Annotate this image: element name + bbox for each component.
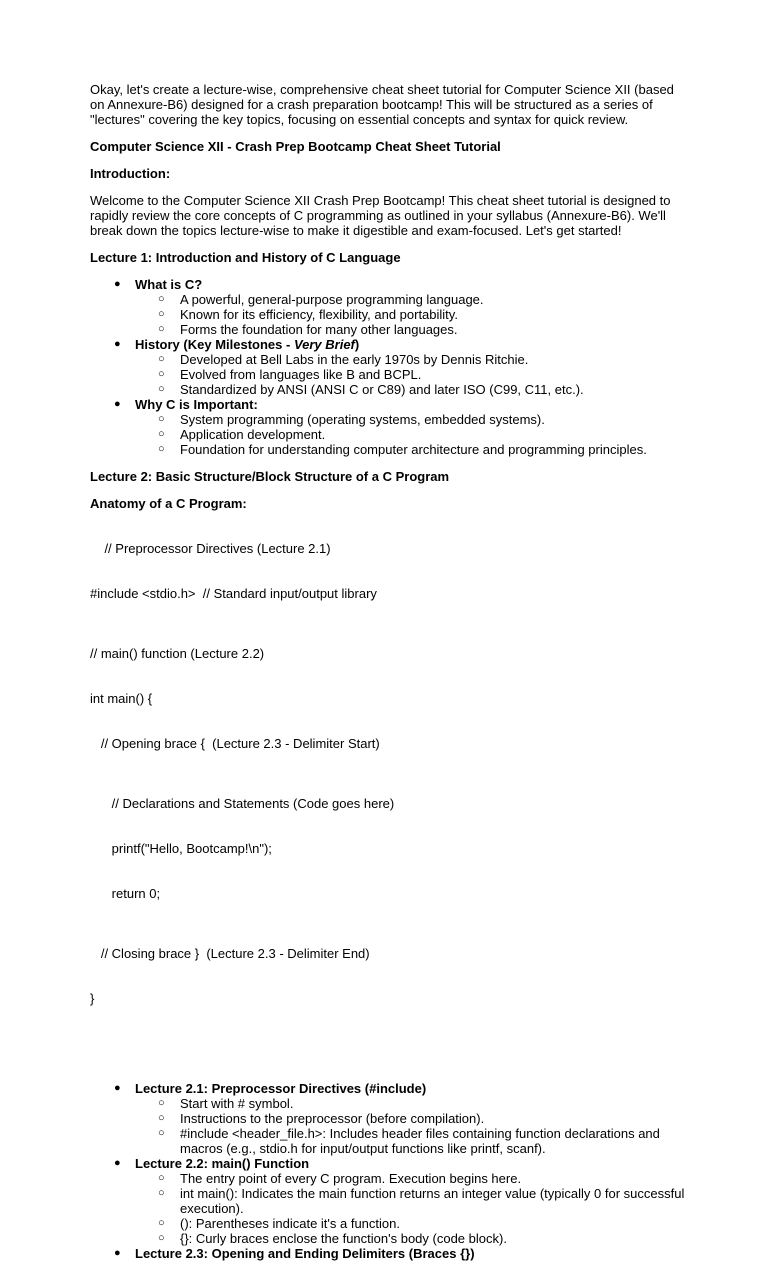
list-item-label: Why C is Important:: [135, 397, 258, 412]
sub-list-item: [135, 1231, 690, 1246]
sub-list-item: [135, 322, 690, 337]
circle-bullet-icon: ○: [158, 443, 165, 455]
circle-bullet-icon: ○: [158, 368, 165, 380]
code-line: // Closing brace } (Lecture 2.3 - Delimiter End): [90, 946, 370, 961]
code-line: // Preprocessor Directives (Lecture 2.1): [90, 541, 331, 556]
list-item-label: What is C?: [135, 277, 203, 292]
sub-list-item: [135, 292, 690, 307]
lecture1-list: [90, 277, 690, 457]
anatomy-heading: Anatomy of a C Program:: [90, 496, 247, 511]
bullet-icon: ●: [114, 338, 121, 350]
lecture2-heading: Lecture 2: Basic Structure/Block Structure of a C Program: [90, 469, 450, 484]
sub-list-item: [135, 1126, 690, 1156]
circle-bullet-icon: ○: [158, 308, 165, 320]
circle-bullet-icon: ○: [158, 1187, 165, 1199]
sub-list-item: [135, 367, 690, 382]
introduction-text: Welcome to the Computer Science XII Crash Prep Bootcamp! This cheat sheet tutorial is designed to rapidly review the core concepts of C programming as outlined in your syllabus (Annexure-B6). We'll break down the topics lecture-wise to make it digestible and exam-focused. Let's get started!: [90, 193, 671, 238]
circle-bullet-icon: ○: [158, 293, 165, 305]
sub-list-item: [135, 1186, 690, 1216]
code-line: printf("Hello, Bootcamp!\n");: [90, 841, 272, 856]
sub-list-item-text: Application development.: [180, 427, 326, 442]
sub-list-item: [135, 1171, 690, 1186]
sub-list-item: [135, 1111, 690, 1126]
code-block: [90, 511, 690, 1036]
sub-list-item-text: int main(): Indicates the main function returns an integer value (typically 0 for successful execution).: [180, 1186, 685, 1216]
circle-bullet-icon: ○: [158, 383, 165, 395]
circle-bullet-icon: ○: [158, 1112, 165, 1124]
list-item-label: Lecture 2.1: Preprocessor Directives (#include): [135, 1081, 427, 1096]
sub-list-item: [135, 307, 690, 322]
list-item: [90, 277, 690, 337]
list-item-label: Lecture 2.2: main() Function: [135, 1156, 310, 1171]
bullet-icon: ●: [114, 398, 121, 410]
sub-list-item: [135, 442, 690, 457]
circle-bullet-icon: ○: [158, 1217, 165, 1229]
list-item: [90, 1246, 690, 1261]
sub-list-item: [135, 382, 690, 397]
sub-list-item: [135, 352, 690, 367]
code-line: // Opening brace { (Lecture 2.3 - Delimiter Start): [90, 736, 380, 751]
sub-list-item-text: (): Parentheses indicate it's a function.: [180, 1216, 400, 1231]
sub-list-item-text: Forms the foundation for many other languages.: [180, 322, 458, 337]
list-item-label: Lecture 2.3: Opening and Ending Delimiters (Braces {}): [135, 1246, 475, 1261]
circle-bullet-icon: ○: [158, 1097, 165, 1109]
intro-paragraph: Okay, let's create a lecture-wise, comprehensive cheat sheet tutorial for Computer Science XII (based on Annexure-B6) designed for a crash preparation bootcamp! This will be structured as a series of "lectures" covering the key topics, focusing on essential concepts and syntax for quick review.: [90, 82, 674, 127]
circle-bullet-icon: ○: [158, 353, 165, 365]
circle-bullet-icon: ○: [158, 1172, 165, 1184]
code-line: // main() function (Lecture 2.2): [90, 646, 265, 661]
list-item: [90, 1156, 690, 1246]
lecture1-heading: Lecture 1: Introduction and History of C Language: [90, 250, 401, 265]
sub-list-item-text: Known for its efficiency, flexibility, and portability.: [180, 307, 458, 322]
sub-list-item-text: {}: Curly braces enclose the function's body (code block).: [180, 1231, 507, 1246]
list-item: [90, 397, 690, 457]
list-item-label: History (Key Milestones - Very Brief): [135, 337, 360, 352]
sub-list-item: [135, 412, 690, 427]
code-line: // Declarations and Statements (Code goes here): [90, 796, 395, 811]
document-page: [90, 82, 690, 1273]
code-line: int main() {: [90, 691, 153, 706]
circle-bullet-icon: ○: [158, 1127, 165, 1139]
sub-list-item-text: A powerful, general-purpose programming language.: [180, 292, 484, 307]
code-line: }: [90, 991, 95, 1006]
sub-list-item-text: Foundation for understanding computer architecture and programming principles.: [180, 442, 647, 457]
circle-bullet-icon: ○: [158, 1232, 165, 1244]
list-item: [90, 337, 690, 397]
list-item: [90, 1081, 690, 1156]
bullet-icon: ●: [114, 1157, 121, 1169]
bullet-icon: ●: [114, 1247, 121, 1259]
circle-bullet-icon: ○: [158, 428, 165, 440]
sub-list-item: [135, 1216, 690, 1231]
bullet-icon: ●: [114, 278, 121, 290]
code-line: return 0;: [90, 886, 161, 901]
document-title: Computer Science XII - Crash Prep Bootcamp Cheat Sheet Tutorial: [90, 139, 501, 154]
sub-list-item-text: Developed at Bell Labs in the early 1970s by Dennis Ritchie.: [180, 352, 529, 367]
code-line: #include <stdio.h> // Standard input/output library: [90, 586, 377, 601]
sub-list-item-text: Evolved from languages like B and BCPL.: [180, 367, 422, 382]
bullet-icon: ●: [114, 1082, 121, 1094]
sub-list-item-text: Start with # symbol.: [180, 1096, 294, 1111]
sub-list-item: [135, 1096, 690, 1111]
circle-bullet-icon: ○: [158, 413, 165, 425]
sub-list-item-text: System programming (operating systems, embedded systems).: [180, 412, 545, 427]
sub-list-item-text: #include <header_file.h>: Includes header files containing function declarations and macros (e.g., stdio.h for input/output functions like printf, scanf).: [180, 1126, 660, 1156]
introduction-heading: Introduction:: [90, 166, 171, 181]
lecture2-list: [90, 1081, 690, 1261]
sub-list-item-text: The entry point of every C program. Execution begins here.: [180, 1171, 522, 1186]
sub-list-item-text: Standardized by ANSI (ANSI C or C89) and later ISO (C99, C11, etc.).: [180, 382, 584, 397]
circle-bullet-icon: ○: [158, 323, 165, 335]
sub-list-item-text: Instructions to the preprocessor (before compilation).: [180, 1111, 485, 1126]
sub-list-item: [135, 427, 690, 442]
